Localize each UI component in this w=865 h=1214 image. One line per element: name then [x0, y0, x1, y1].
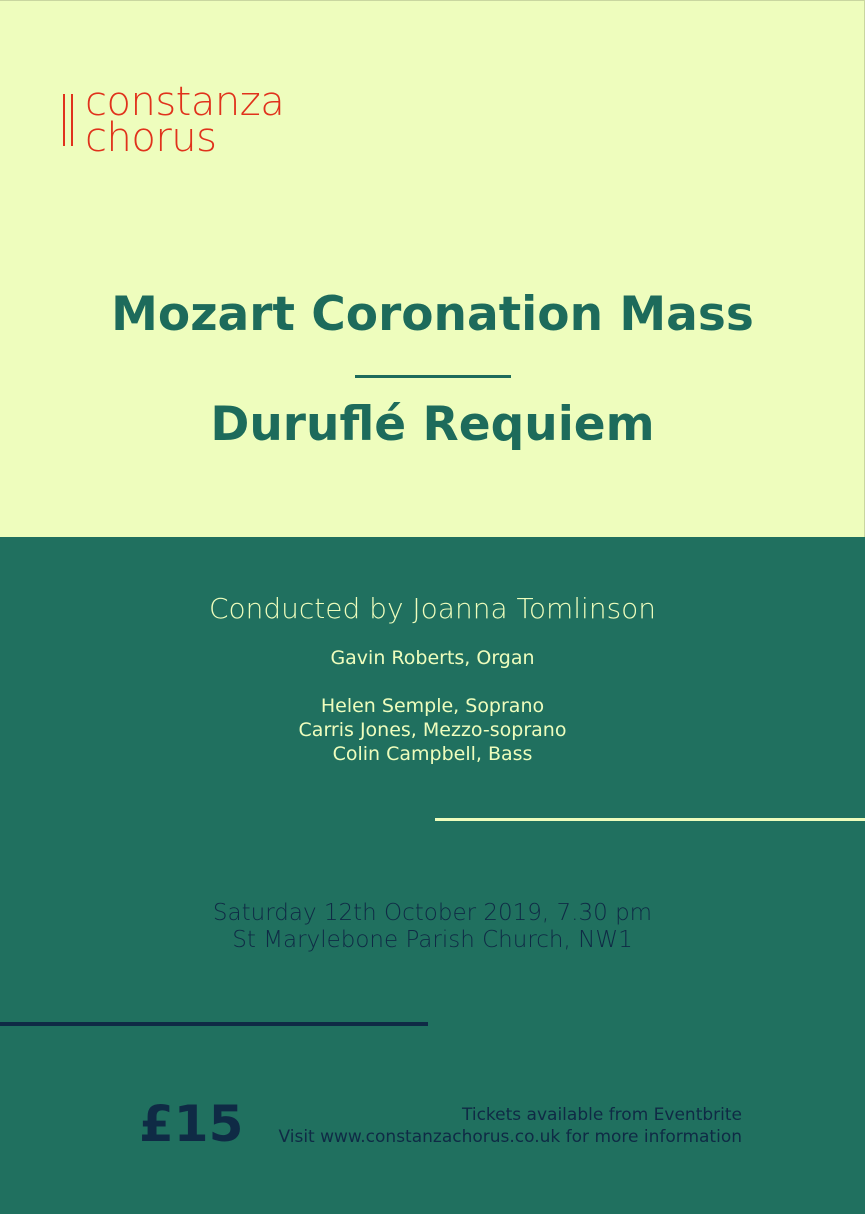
ticket-price: £15 — [139, 1095, 244, 1153]
title-mozart: Mozart Coronation Mass — [111, 287, 754, 342]
soloist-mezzo: Carris Jones, Mezzo-soprano — [298, 719, 567, 741]
title-divider — [355, 375, 511, 378]
soloist-bass: Colin Campbell, Bass — [332, 743, 533, 765]
title-durufle: Duruflé Requiem — [210, 397, 655, 452]
top-panel — [0, 0, 865, 537]
logo — [85, 79, 285, 161]
logo-line-2: chorus — [85, 115, 217, 161]
conductor-line: Conducted by Joanna Tomlinson — [208, 592, 657, 625]
divider-left — [0, 1022, 428, 1026]
organist-line: Gavin Roberts, Organ — [330, 647, 535, 669]
tickets-info: Tickets available from Eventbrite — [462, 1105, 742, 1125]
website-info: Visit www.constanzachorus.co.uk for more information — [278, 1127, 742, 1147]
logo-line-1: constanza — [85, 79, 285, 125]
divider-right — [435, 818, 865, 821]
event-datetime: Saturday 12th October 2019, 7.30 pm — [212, 900, 653, 926]
event-venue: St Marylebone Parish Church, NW1 — [232, 927, 633, 953]
logo-bars-icon — [63, 94, 75, 146]
soloist-soprano: Helen Semple, Soprano — [320, 695, 545, 717]
